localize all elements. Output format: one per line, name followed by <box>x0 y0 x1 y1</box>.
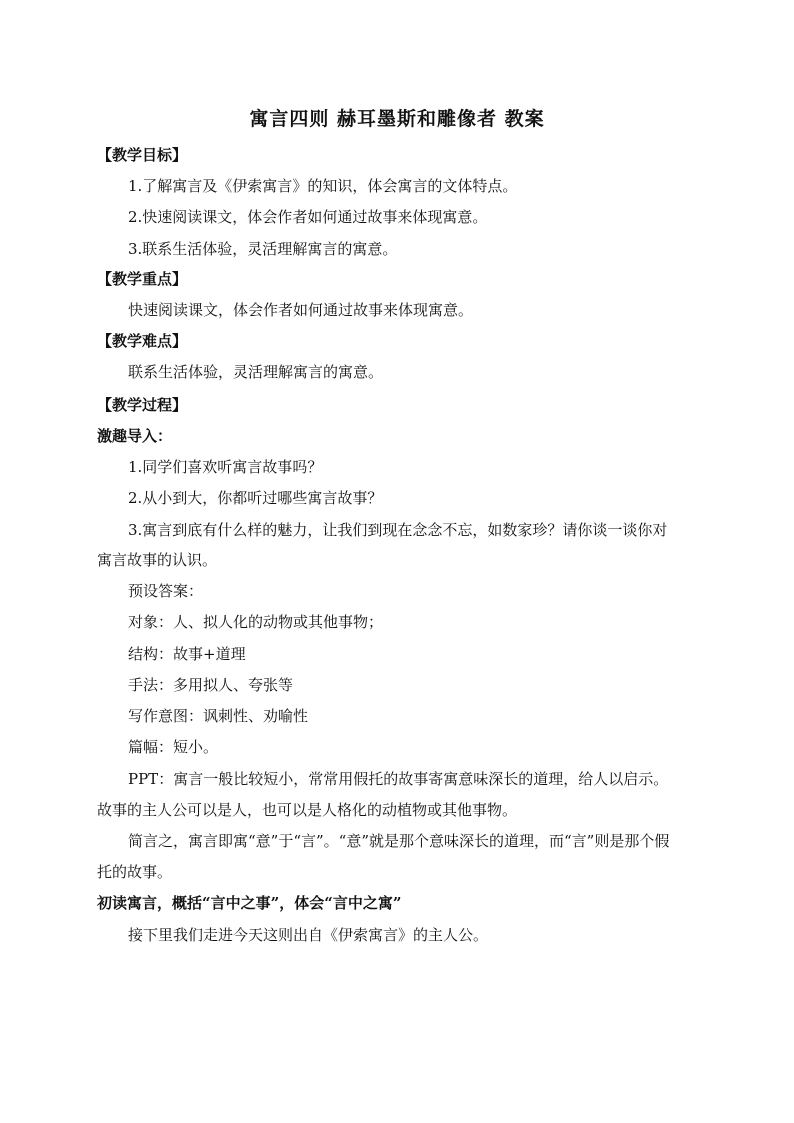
goal-item: 1.了解寓言及《伊索寓言》的知识，体会寓言的文体特点。 <box>128 177 518 195</box>
intro-question-continued: 寓言故事的认识。 <box>97 551 218 569</box>
difficulty-heading: 【教学难点】 <box>97 332 188 350</box>
intro-heading: 激趣导入： <box>97 427 173 445</box>
answer-line: 结构：故事+道理 <box>128 645 246 663</box>
document-title: 寓言四则 赫耳墨斯和雕像者 教案 <box>249 108 545 130</box>
answer-line: 篇幅：短小。 <box>128 738 219 756</box>
read-heading: 初读寓言，概括“言中之事”，体会“言中之寓” <box>97 894 402 912</box>
ppt-line-continued: 故事的主人公可以是人，也可以是人格化的动植物或其他事物。 <box>97 801 518 819</box>
intro-question: 2.从小到大，你都听过哪些寓言故事？ <box>128 489 383 507</box>
answer-line: 对象：人、拟人化的动物或其他事物； <box>128 613 384 631</box>
summary-line-continued: 托的故事。 <box>97 863 173 881</box>
goal-item: 2.快速阅读课文，体会作者如何通过故事来体现寓意。 <box>128 208 488 226</box>
answer-line: 手法：多用拟人、夸张等 <box>128 676 294 694</box>
process-heading: 【教学过程】 <box>97 396 188 414</box>
difficulty-text: 联系生活体验，灵活理解寓言的寓意。 <box>128 363 384 381</box>
answer-line: 写作意图：讽刺性、劝喻性 <box>128 707 309 725</box>
answer-line: 预设答案： <box>128 582 204 600</box>
goals-heading: 【教学目标】 <box>97 146 188 164</box>
intro-question: 3.寓言到底有什么样的魅力，让我们到现在念念不忘，如数家珍？请你谈一谈你对 <box>128 521 668 539</box>
key-text: 快速阅读课文，体会作者如何通过故事来体现寓意。 <box>128 301 474 319</box>
summary-line: 简言之，寓言即寓“意”于“言”。“意”就是那个意味深长的道理，而“言”则是那个假 <box>128 832 670 850</box>
read-text: 接下里我们走进今天这则出自《伊索寓言》的主人公。 <box>128 926 489 944</box>
ppt-line: PPT：寓言一般比较短小，常常用假托的故事寄寓意味深长的道理，给人以启示。 <box>128 770 669 788</box>
key-heading: 【教学重点】 <box>97 270 188 288</box>
intro-question: 1.同学们喜欢听寓言故事吗？ <box>128 458 323 476</box>
goal-item: 3.联系生活体验，灵活理解寓言的寓意。 <box>128 240 398 258</box>
